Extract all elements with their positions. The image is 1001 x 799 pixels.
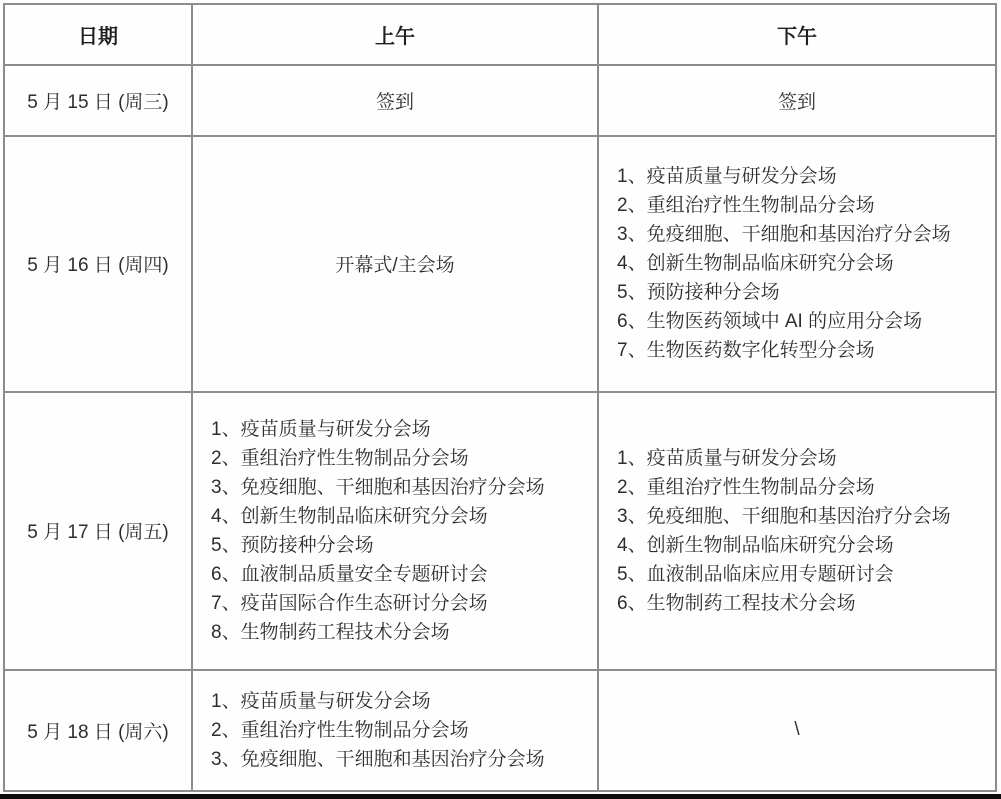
schedule-row — [4, 65, 996, 136]
header-afternoon: 下午 — [598, 4, 996, 65]
session-item: 5、预防接种分会场 — [617, 282, 780, 304]
session-item: 4、创新生物制品临床研究分会场 — [211, 505, 488, 527]
afternoon-cell — [598, 136, 996, 392]
afternoon-cell: \ — [598, 670, 996, 791]
session-item: 1、疫苗质量与研发分会场 — [211, 690, 431, 712]
date-cell: 5 月 17 日 (周五) — [4, 392, 192, 670]
session-item: 4、创新生物制品临床研究分会场 — [617, 253, 894, 275]
session-item: 1、疫苗质量与研发分会场 — [211, 418, 431, 440]
session-item: 2、重组治疗性生物制品分会场 — [211, 719, 469, 741]
schedule-row — [4, 136, 996, 392]
session-item: 3、免疫细胞、干细胞和基因治疗分会场 — [617, 224, 951, 246]
morning-cell: 开幕式/主会场 — [192, 136, 598, 392]
session-item: 4、创新生物制品临床研究分会场 — [617, 534, 894, 556]
morning-cell — [192, 670, 598, 791]
session-item: 3、免疫细胞、干细胞和基因治疗分会场 — [211, 748, 545, 770]
morning-cell — [192, 392, 598, 670]
session-item: 7、生物医药数字化转型分会场 — [617, 340, 875, 362]
header-morning: 上午 — [192, 4, 598, 65]
bottom-edge-bar — [0, 794, 1001, 799]
session-item: 6、生物制药工程技术分会场 — [617, 592, 856, 614]
afternoon-cell — [598, 392, 996, 670]
session-item: 8、生物制药工程技术分会场 — [211, 621, 450, 643]
session-item: 7、疫苗国际合作生态研讨分会场 — [211, 592, 488, 614]
header-row — [4, 4, 996, 65]
schedule-table — [3, 3, 997, 792]
afternoon-cell: 签到 — [598, 65, 996, 136]
schedule-body — [4, 65, 996, 791]
session-item: 1、疫苗质量与研发分会场 — [617, 447, 837, 469]
session-item: 6、生物医药领域中 AI 的应用分会场 — [617, 311, 923, 333]
session-item: 3、免疫细胞、干细胞和基因治疗分会场 — [617, 505, 951, 527]
header-date: 日期 — [4, 4, 192, 65]
date-cell: 5 月 15 日 (周三) — [4, 65, 192, 136]
session-item: 5、预防接种分会场 — [211, 534, 374, 556]
session-item: 2、重组治疗性生物制品分会场 — [211, 447, 469, 469]
morning-cell: 签到 — [192, 65, 598, 136]
session-item: 2、重组治疗性生物制品分会场 — [617, 476, 875, 498]
schedule-row — [4, 392, 996, 670]
session-item: 3、免疫细胞、干细胞和基因治疗分会场 — [211, 476, 545, 498]
schedule-row — [4, 670, 996, 791]
session-item: 2、重组治疗性生物制品分会场 — [617, 195, 875, 217]
date-cell: 5 月 16 日 (周四) — [4, 136, 192, 392]
session-item: 1、疫苗质量与研发分会场 — [617, 166, 837, 188]
session-item: 5、血液制品临床应用专题研讨会 — [617, 563, 894, 585]
session-item: 6、血液制品质量安全专题研讨会 — [211, 563, 488, 585]
date-cell: 5 月 18 日 (周六) — [4, 670, 192, 791]
